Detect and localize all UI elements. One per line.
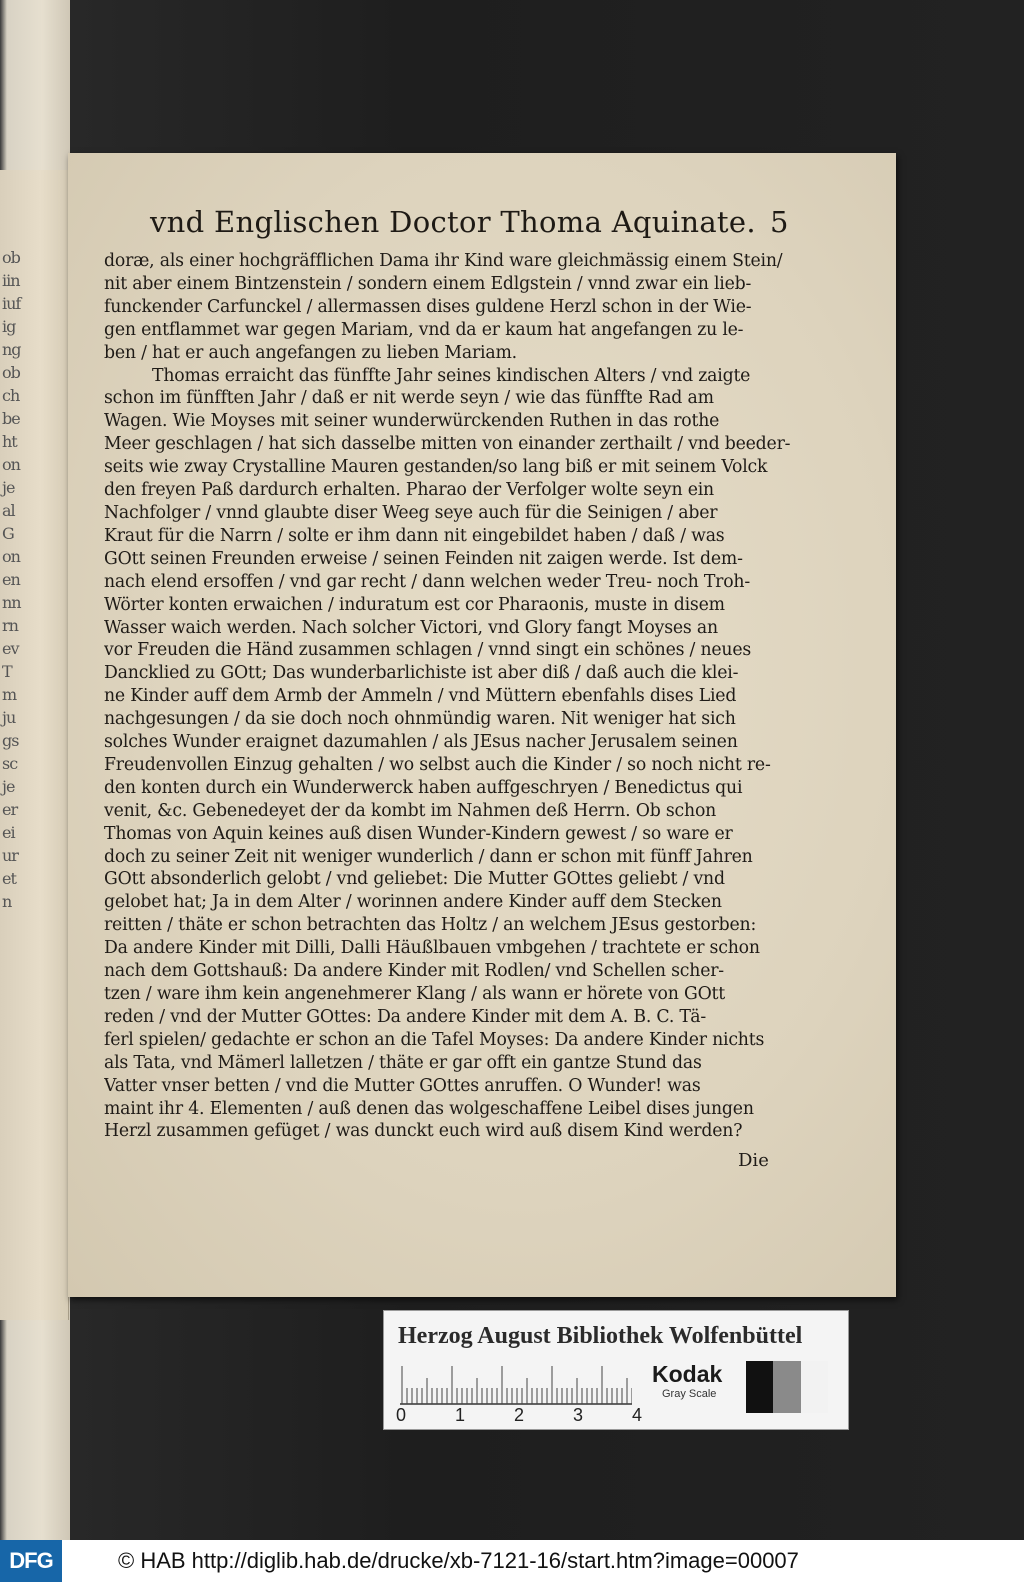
catchword: Die: [738, 1150, 769, 1171]
text-line: gelobet hat; Ja in dem Alter / worinnen andere Kinder auff dem Stecken: [104, 892, 722, 913]
text-line: nit aber einem Bintzenstein / sondern einem Edlgstein / vnnd zwar ein lieb-: [104, 273, 752, 294]
text-line: den freyen Paß dardurch erhalten. Pharao der Verfolger wolte seyn ein: [104, 480, 714, 501]
running-head: vnd Englischen Doctor Thoma Aquinate.: [150, 205, 756, 239]
ruler-label: 4: [632, 1405, 643, 1425]
text-line: Freudenvollen Einzug gehalten / wo selbst auch die Kinder / so noch nicht re-: [104, 754, 771, 775]
text-line: Da andere Kinder mit Dilli, Dalli Häußlbauen vmbgehen / trachtete er schon: [104, 938, 760, 959]
left-page-fragment: sc: [2, 754, 18, 773]
gray-scale-patches: [746, 1361, 828, 1413]
text-line: Thomas erraicht das fünffte Jahr seines kindischen Alters / vnd zaigte: [152, 365, 751, 386]
text-line: nachgesungen / da sie doch noch ohnmündig waren. Nit weniger hat sich: [104, 709, 736, 730]
left-page-fragment: et: [2, 869, 16, 888]
left-page-fragment: je: [2, 777, 15, 796]
text-line: maint ihr 4. Elementen / auß denen das wolgeschaffene Leibel dises jungen: [104, 1098, 754, 1119]
text-line: vor Freuden die Händ zusammen schlagen / vnnd singt ein schönes / neues: [104, 640, 752, 661]
text-line: nach elend ersoffen / vnd gar recht / dann welchen weder Treu- noch Troh-: [104, 571, 750, 592]
text-line: funckender Carfunckel / allermassen dises guldene Herzl schon in der Wie-: [104, 296, 752, 317]
page-number: 5: [770, 205, 789, 239]
gray-patch: [801, 1361, 828, 1413]
gray-scale-label: Gray Scale: [662, 1388, 717, 1400]
kodak-logo: Kodak: [652, 1361, 723, 1387]
gray-patch: [773, 1361, 800, 1413]
copyright-url: © HAB http://diglib.hab.de/drucke/xb-7121-16/start.htm?image=00007: [118, 1548, 799, 1573]
text-line: Nachfolger / vnnd glaubte diser Weeg seye auch für die Seinigen / aber: [104, 502, 718, 523]
text-line: als Tata, vnd Mämerl lalletzen / thäte er gar offt ein gantze Stund das: [104, 1052, 702, 1073]
left-page-edge: [0, 170, 69, 1320]
text-line: seits wie zway Crystalline Mauren gestanden/so lang biß er mit seinem Volck: [104, 457, 768, 478]
left-page-fragment: ob: [2, 248, 20, 267]
library-name: Herzog August Bibliothek Wolfenbüttel: [398, 1323, 803, 1349]
text-line: Wagen. Wie Moyses mit seiner wunderwürckenden Ruthen in das rothe: [104, 411, 720, 432]
left-page-fragment: ev: [2, 639, 19, 658]
left-page-fragment: nn: [2, 593, 21, 612]
left-page-fragment: gs: [2, 731, 19, 750]
left-page-fragment: m: [2, 685, 17, 704]
left-page-fragment: G: [2, 524, 14, 543]
dfg-logo: DFG: [0, 1540, 62, 1582]
ruler-label: 2: [514, 1405, 525, 1425]
text-line: den konten durch ein Wunderwerck haben auffgeschryen / Benedictus qui: [104, 777, 743, 798]
text-line: reden / vnd der Mutter GOttes: Da andere Kinder mit dem A. B. C. Tä-: [104, 1006, 706, 1027]
text-line: Thomas von Aquin keines auß disen Wunder-Kindern gewest / so ware er: [104, 823, 733, 844]
left-page-fragment: ju: [2, 708, 16, 727]
left-page-fragment: on: [2, 455, 20, 474]
text-line: venit, &c. Gebenedeyet der da kombt im Nahmen deß Herrn. Ob schon: [104, 800, 717, 821]
left-page-fragment: ht: [2, 432, 17, 451]
text-line: Wasser waich werden. Nach solcher Victori, vnd Glory fangt Moyses an: [104, 617, 718, 638]
text-line: doch zu seiner Zeit nit weniger wunderlich / dann er schon mit fünff Jahren: [104, 846, 753, 867]
left-page-fragment: ch: [2, 386, 20, 405]
text-line: Herzl zusammen gefüget / was dunckt euch wird auß disem Kind werden?: [104, 1121, 743, 1142]
left-page-fragment: er: [2, 800, 18, 819]
left-page-fragment: iin: [2, 271, 20, 290]
text-line: gen entflammet war gegen Mariam, vnd da er kaum hat angefangen zu le-: [104, 319, 744, 340]
left-page-fragment: on: [2, 547, 20, 566]
library-color-card: [383, 1310, 849, 1430]
left-page-fragment: rn: [2, 616, 18, 635]
text-line: Meer geschlagen / hat sich dasselbe mitten von einander zerthailt / vnd beeder-: [104, 434, 791, 455]
text-line: schon im fünfften Jahr / daß er nit werde seyn / wie das fünffte Rad am: [104, 388, 714, 409]
text-line: reitten / thäte er schon betrachten das Holtz / an welchem JEsus gestorben:: [104, 915, 757, 936]
ruler-label: 0: [396, 1405, 407, 1425]
text-line: solches Wunder eraignet dazumahlen / als JEsus nacher Jerusalem seinen: [104, 732, 738, 753]
gray-patch: [746, 1361, 773, 1413]
ruler-scale: [400, 1363, 632, 1405]
text-line: Wörter konten erwaichen / induratum est cor Pharaonis, muste in disem: [104, 594, 725, 615]
text-line: Kraut für die Narrn / solte er ihm dann nit eingebildet haben / daß / was: [104, 525, 725, 546]
text-line: Vatter vnser betten / vnd die Mutter GOttes anruffen. O Wunder! was: [104, 1075, 701, 1096]
left-page-fragment: al: [2, 501, 15, 520]
left-page-fragment: ob: [2, 363, 20, 382]
text-line: ne Kinder auff dem Armb der Ammeln / vnd Müttern ebenfahls dises Lied: [104, 686, 737, 707]
text-line: nach dem Gottshauß: Da andere Kinder mit Rodlen/ vnd Schellen scher-: [104, 961, 724, 982]
left-page-fragment: ur: [2, 846, 18, 865]
left-page-fragment: ig: [2, 317, 16, 336]
left-page-fragment: ei: [2, 823, 15, 842]
left-page-fragment: je: [2, 478, 15, 497]
text-line: ben / hat er auch angefangen zu lieben Mariam.: [104, 342, 517, 363]
left-page-fragment: be: [2, 409, 20, 428]
text-line: tzen / ware ihm kein angenehmerer Klang / als wann er hörete von GOtt: [104, 984, 726, 1004]
text-line: GOtt seinen Freunden erweise / seinen Feinden nit zaigen werde. Ist dem-: [104, 548, 743, 569]
left-page-fragment: ng: [2, 340, 21, 359]
body-text: [104, 250, 798, 1143]
ruler-label: 1: [455, 1405, 466, 1425]
footer-bar: [0, 1540, 1024, 1582]
text-line: doræ, als einer hochgräfflichen Dama ihr Kind ware gleichmässig einem Stein/: [104, 251, 783, 271]
left-page-fragment: en: [2, 570, 20, 589]
left-page-fragment: T: [2, 662, 12, 681]
ruler-label: 3: [573, 1405, 584, 1425]
text-line: ferl spielen/ gedachte er schon an die Tafel Moyses: Da andere Kinder nichts: [104, 1029, 765, 1050]
text-line: Dancklied zu GOtt; Das wunderbarlichiste ist aber diß / daß auch die klei-: [104, 663, 739, 684]
text-line: GOtt absonderlich gelobt / vnd geliebet: Die Mutter GOttes geliebt / vnd: [104, 869, 725, 890]
left-page-fragment: iuf: [2, 294, 21, 313]
left-page-fragment: n: [2, 892, 12, 911]
